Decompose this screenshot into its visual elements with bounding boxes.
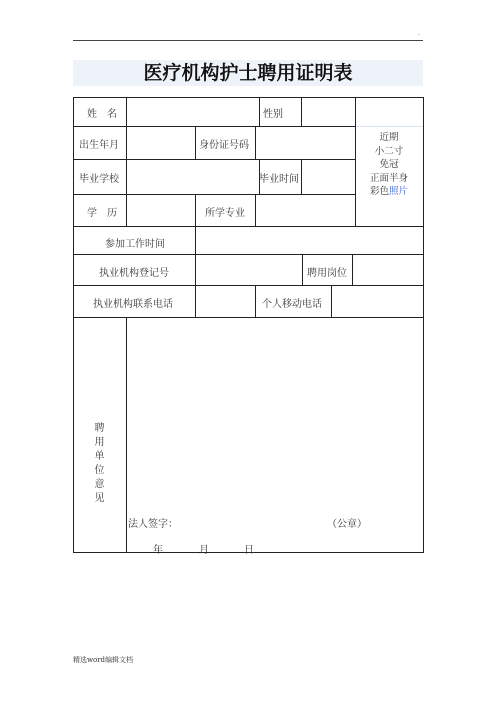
photo-line: 免冠	[379, 159, 399, 170]
row-line-4	[73, 226, 424, 227]
col-line-c1	[255, 126, 256, 159]
row-line-1	[73, 126, 355, 127]
employment-form-table	[73, 97, 423, 556]
opinion-char: 单	[94, 451, 105, 462]
table-border-right	[423, 97, 424, 552]
gender-label: 性别	[263, 109, 283, 120]
name-label: 姓 名	[87, 109, 117, 120]
col-line-mobile	[331, 285, 332, 317]
row-line-6	[73, 285, 424, 286]
opinion-char: 位	[94, 465, 105, 476]
major-label: 所学专业	[205, 208, 245, 219]
col-line-c2	[255, 194, 256, 226]
header-mark: .	[418, 30, 420, 37]
birth-label: 出生年月	[79, 140, 119, 151]
opinion-label	[73, 422, 126, 506]
form-title: 医疗机构护士聘用证明表	[73, 60, 423, 86]
row-line-2	[73, 159, 355, 160]
education-label: 学 历	[87, 208, 117, 219]
mobile-label: 个人移动电话	[262, 299, 322, 310]
photo-line: 近期	[379, 132, 399, 143]
col-line-a	[126, 97, 127, 226]
col-line-mid	[195, 226, 196, 317]
registration-no-label: 执业机构登记号	[99, 268, 169, 279]
work-start-label: 参加工作时间	[105, 239, 165, 250]
phone-label: 执业机构联系电话	[93, 299, 173, 310]
row-line-5	[73, 254, 424, 255]
col-line-phone	[255, 285, 256, 317]
footer-text: 精选word编辑文档	[73, 656, 134, 664]
opinion-char: 意	[94, 479, 105, 490]
opinion-char: 聘	[94, 423, 105, 434]
signature-label: 法人签字：	[128, 519, 178, 530]
id-label: 身份证号码	[199, 140, 249, 151]
opinion-char: 见	[94, 493, 105, 504]
col-line-e1	[301, 97, 302, 126]
col-line-post-value	[352, 254, 353, 285]
date-month: 月	[199, 545, 209, 556]
photo-placeholder	[355, 131, 423, 199]
col-line-b1	[195, 126, 196, 159]
col-line-e2	[301, 159, 302, 194]
header-rule	[73, 40, 423, 41]
row-line-1-photo	[355, 126, 423, 127]
opinion-char: 用	[94, 437, 105, 448]
col-line-opinion	[126, 317, 127, 552]
grad-time-label: 毕业时间	[259, 174, 299, 185]
photo-line-last	[355, 185, 423, 199]
post-label: 聘用岗位	[307, 268, 347, 279]
row-line-3	[73, 194, 355, 195]
date-day: 日	[244, 545, 254, 556]
col-line-d1	[259, 97, 260, 126]
photo-color-text: 彩色	[369, 186, 389, 197]
col-line-post	[302, 254, 303, 285]
date-year: 年	[153, 545, 163, 556]
photo-line: 正面半身	[369, 172, 408, 184]
col-line-b2	[195, 194, 196, 226]
seal-label: （公章）	[327, 519, 367, 530]
photo-text: 照片	[389, 186, 409, 197]
photo-line: 小二寸	[374, 145, 404, 157]
school-label: 毕业学校	[79, 174, 119, 185]
